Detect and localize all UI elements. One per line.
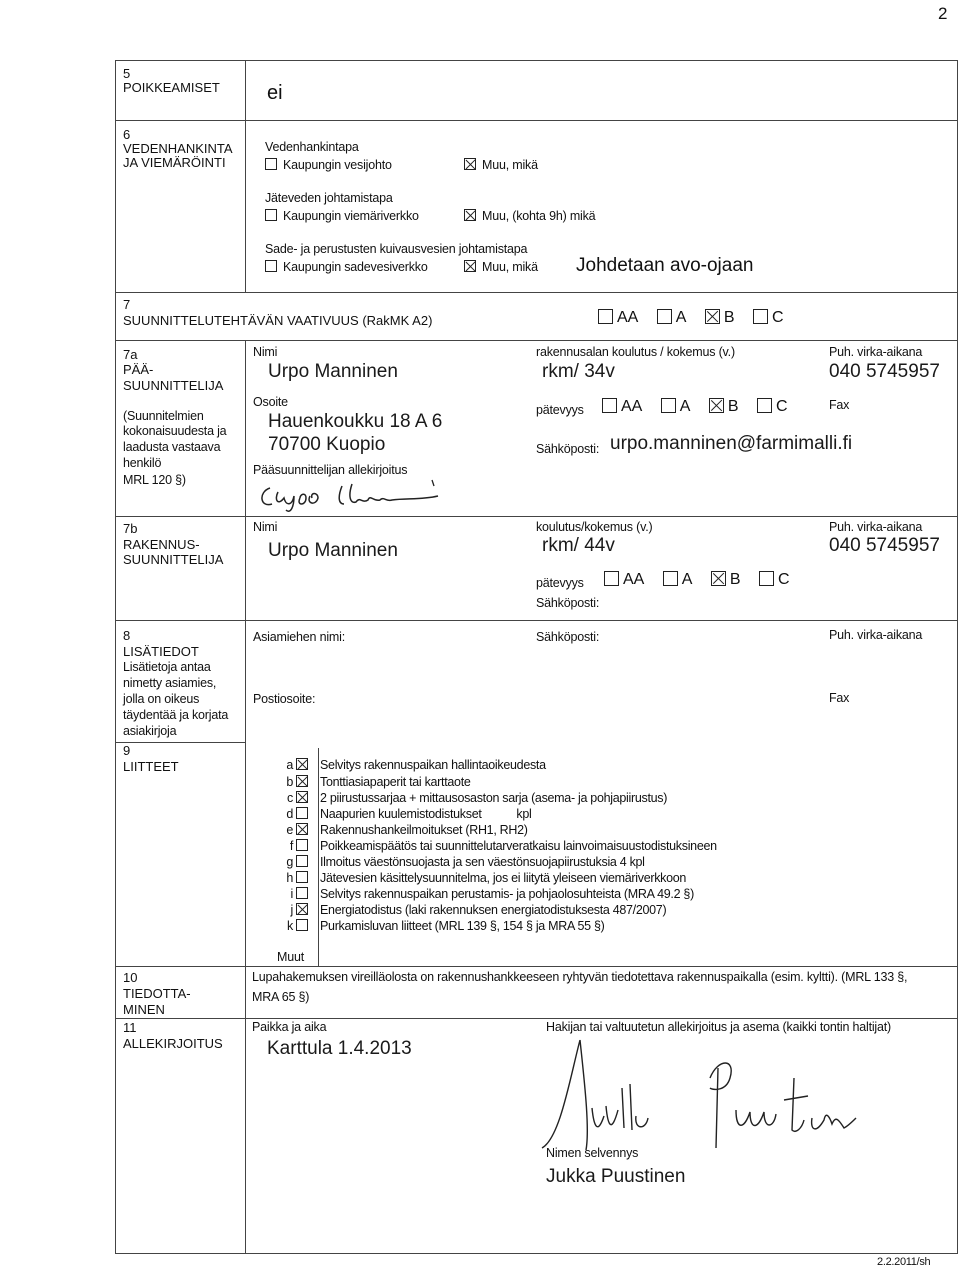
sewer-option-other[interactable]: Muu, (kohta 9h) mikä [464,209,595,223]
fax-label: Fax [829,398,850,412]
section-number: 10 [123,970,138,985]
phone-value[interactable]: 040 5745957 [829,535,940,556]
deviations-value[interactable]: ei [267,82,283,104]
section-title-line1: RAKENNUS- [123,537,200,552]
sewer-option-municipal[interactable]: Kaupungin viemäriverkko [265,209,419,223]
checkbox-icon[interactable] [296,807,308,819]
qualification-options [602,398,802,416]
complexity-option-a[interactable]: A [657,309,687,326]
section-number: 5 [123,66,131,81]
checked-checkbox-icon[interactable] [296,823,308,835]
attachment-item-b[interactable]: b Tonttiasiapaperit tai karttaote [286,775,471,789]
qualification-option-b[interactable]: B [709,398,739,415]
other-attachments-label: Muut [277,950,304,964]
water-option-municipal[interactable]: Kaupungin vesijohto [265,158,392,172]
qualification-option-a[interactable]: A [661,398,691,415]
storm-other-value[interactable]: Johdetaan avo-ojaan [576,255,754,276]
qualification-option-aa[interactable]: AA [604,571,644,588]
attachment-item-f[interactable]: f Poikkeamispäätös tai suunnittelutarveratkaisu lainvoimaisuustodistuksineen [289,839,717,853]
checkbox-icon[interactable] [265,158,277,170]
name-label: Nimi [253,345,278,359]
complexity-option-c[interactable]: C [753,309,784,326]
section-title-line2: JA VIEMÄRÖINTI [123,155,226,170]
notification-text: Lupahakemuksen vireilläolosta on rakennushankkeeseen ryhtyvän tiedotettava rakennuspaikalla (esim. kyltti). (MRL 133 §, [252,970,908,984]
checkbox-icon[interactable] [657,309,672,324]
section-desc: jolla on oikeus [123,692,200,706]
postal-address-label: Postiosoite: [253,692,316,706]
section-number: 7a [123,347,138,362]
checkbox-icon[interactable] [265,209,277,221]
checked-checkbox-icon[interactable] [709,398,724,413]
phone-label: Puh. virka-aikana [829,345,923,359]
attachment-item-k[interactable]: k Purkamisluvan liitteet (MRL 139 §, 154 § ja MRA 55 §) [287,919,605,933]
applicant-signature-label: Hakijan tai valtuutetun allekirjoitus ja asema (kaikki tontin haltijat) [546,1020,891,1034]
phone-value[interactable]: 040 5745957 [829,361,940,382]
checkbox-icon[interactable] [602,398,617,413]
qualification-option-c[interactable]: C [759,571,790,588]
storm-option-municipal[interactable]: Kaupungin sadevesiverkko [265,260,428,274]
storm-option-other[interactable]: Muu, mikä [464,260,538,274]
section-desc: täydentää ja korjata [123,708,229,722]
qualification-option-b[interactable]: B [711,571,741,588]
place-date-value[interactable]: Karttula 1.4.2013 [267,1038,412,1059]
storm-water-label: Sade- ja perustusten kuivausvesien johtamistapa [265,242,528,256]
section-desc: henkilö [123,456,162,470]
section-title-line1: VEDENHANKINTA [123,141,233,156]
agent-name-label: Asiamiehen nimi: [253,630,345,644]
section-title-line2: MINEN [123,1002,165,1017]
section-title-line2: SUUNNITTELIJA [123,378,224,393]
checked-checkbox-icon[interactable] [296,758,308,770]
email-label: Sähköposti: [536,596,600,610]
checked-checkbox-icon[interactable] [711,571,726,586]
checkbox-icon[interactable] [265,260,277,272]
email-label: Sähköposti: [536,630,600,644]
section-desc: laadusta vastaava [123,440,221,454]
checkbox-icon[interactable] [296,855,308,867]
designer-name[interactable]: Urpo Manninen [268,540,398,561]
designer-name[interactable]: Urpo Manninen [268,361,398,382]
phone-label: Puh. virka-aikana [829,628,923,642]
education-value[interactable]: rkm/ 34v [542,361,615,382]
attachment-item-e[interactable]: e Rakennushankeilmoitukset (RH1, RH2) [286,823,528,837]
education-label: koulutus/kokemus (v.) [536,520,653,534]
attachment-item-d[interactable]: d Naapurien kuulemistodistukset kpl [286,807,532,821]
checkbox-icon[interactable] [604,571,619,586]
section-title: ALLEKIRJOITUS [123,1036,223,1051]
qualification-option-a[interactable]: A [663,571,693,588]
sewer-label: Jäteveden johtamistapa [265,191,393,205]
applicant-signature [540,1038,880,1158]
checkbox-icon[interactable] [661,398,676,413]
education-label: rakennusalan koulutus / kokemus (v.) [536,345,735,359]
qualification-label: pätevyys [536,576,584,590]
qualification-options [604,571,804,589]
section-desc: asiakirjoja [123,724,177,738]
checked-checkbox-icon[interactable] [296,791,308,803]
email-value[interactable]: urpo.manninen@farmimalli.fi [610,433,853,454]
checked-checkbox-icon[interactable] [464,209,476,221]
designer-signature [256,478,446,514]
section-number: 7 [123,297,131,312]
checkbox-icon[interactable] [296,839,308,851]
section-title: POIKKEAMISET [123,80,220,95]
address-label: Osoite [253,395,288,409]
page-number: 2 [938,4,948,23]
address-line2[interactable]: 70700 Kuopio [268,434,386,455]
section-desc: (Suunnitelmien [123,409,204,423]
section-number: 8 [123,628,131,643]
section-number: 11 [123,1020,137,1035]
complexity-option-aa[interactable]: AA [598,309,638,326]
attachment-item-i[interactable]: i Selvitys rakennuspaikan perustamis- ja pohjaolosuhteista (MRA 49.2 §) [290,887,694,901]
name-label: Nimi [253,520,278,534]
qualification-option-aa[interactable]: AA [602,398,642,415]
section-desc: nimetty asiamies, [123,676,217,690]
checked-checkbox-icon[interactable] [464,158,476,170]
attachment-item-c[interactable]: c 2 piirustussarjaa + mittausosaston sarja (asema- ja pohjapiirustus) [287,791,668,805]
section-number: 6 [123,127,131,142]
checkbox-icon[interactable] [296,887,308,899]
place-date-label: Paikka ja aika [252,1020,327,1034]
fax-label: Fax [829,691,850,705]
checkbox-icon[interactable] [759,571,774,586]
section-title-line1: TIEDOTTA- [123,986,191,1001]
notification-text: MRA 65 §) [252,990,310,1004]
email-label: Sähköposti: [536,442,600,456]
section-desc: Lisätietoja antaa [123,660,211,674]
water-supply-label: Vedenhankintapa [265,140,359,154]
checkbox-icon[interactable] [296,871,308,883]
checkbox-icon[interactable] [598,309,613,324]
complexity-option-b[interactable]: B [705,309,735,326]
section-desc: kokonaisuudesta ja [123,424,227,438]
section-number: 9 [123,743,131,758]
phone-label: Puh. virka-aikana [829,520,923,534]
checked-checkbox-icon[interactable] [296,775,308,787]
section-title-line1: PÄÄ- [123,362,154,377]
section-title-line2: SUUNNITTELIJA [123,552,224,567]
footer-code: 2.2.2011/sh [877,1256,931,1268]
section-title: SUUNNITTELUTEHTÄVÄN VAATIVUUS (RakMK A2) [123,313,433,328]
attachment-item-g[interactable]: g Ilmoitus väestönsuojasta ja sen väestönsuojapiirustuksia 4 kpl [286,855,645,869]
qualification-option-c[interactable]: C [757,398,788,415]
signature-label: Pääsuunnittelijan allekirjoitus [253,463,408,477]
attachment-item-h[interactable]: h Jätevesien käsittelysuunnitelma, jos ei liitytä yleiseen viemäriverkkoon [286,871,687,885]
section-number: 7b [123,521,138,536]
water-option-other[interactable]: Muu, mikä [464,158,538,172]
checked-checkbox-icon[interactable] [296,903,308,915]
section-title: LIITTEET [123,759,179,774]
checkbox-icon[interactable] [296,919,308,931]
section-desc: MRL 120 §) [123,473,186,487]
name-clarification-value[interactable]: Jukka Puustinen [546,1166,686,1187]
section-title: LISÄTIEDOT [123,644,199,659]
attachment-item-j[interactable]: j Energiatodistus (laki rakennuksen energiatodistuksesta 487/2007) [290,903,667,917]
checked-checkbox-icon[interactable] [705,309,720,324]
attachment-item-a[interactable]: a Selvitys rakennuspaikan hallintaoikeudesta [286,758,546,772]
checked-checkbox-icon[interactable] [464,260,476,272]
address-line1[interactable]: Hauenkoukku 18 A 6 [268,411,443,432]
complexity-options [598,309,798,327]
education-value[interactable]: rkm/ 44v [542,535,615,556]
qualification-label: pätevyys [536,403,584,417]
checkbox-icon[interactable] [663,571,678,586]
name-clarification-label: Nimen selvennys [546,1146,639,1160]
checkbox-icon[interactable] [757,398,772,413]
checkbox-icon[interactable] [753,309,768,324]
